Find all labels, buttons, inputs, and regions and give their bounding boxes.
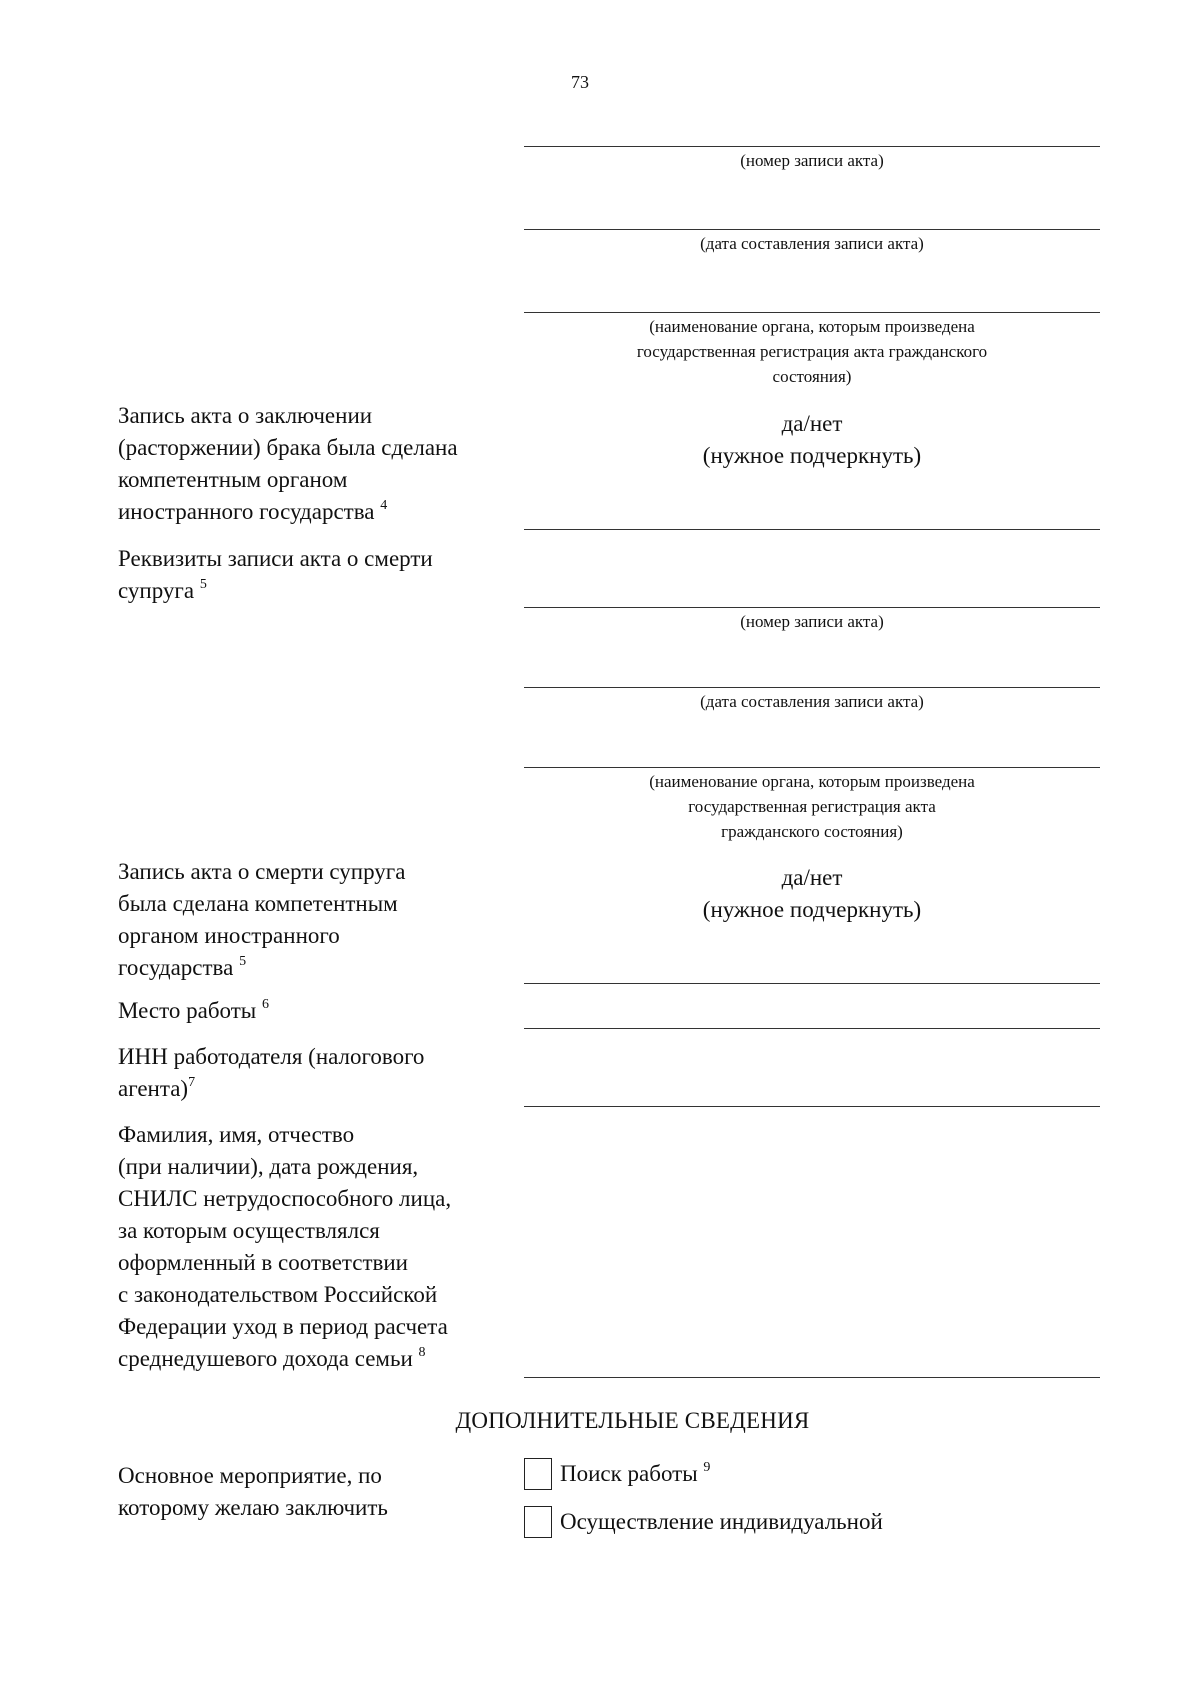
record-number-line[interactable] [524, 146, 1100, 147]
label-line: за которым осуществлялся [118, 1218, 380, 1243]
record-number-caption: (номер записи акта) [740, 151, 884, 170]
label-line: (при наличии), дата рождения, [118, 1154, 419, 1179]
caption-line: (наименование органа, которым произведена [649, 772, 975, 791]
job-search-option [560, 1458, 710, 1494]
death-office-caption [524, 769, 1100, 844]
employer-inn-line[interactable] [524, 1106, 1100, 1107]
entrepreneurship-checkbox[interactable] [524, 1506, 552, 1538]
workplace-label [118, 995, 528, 1031]
workplace-line[interactable] [524, 1028, 1100, 1029]
caption-line: государственная регистрация акта [688, 797, 936, 816]
caption-line: состояния) [772, 367, 852, 386]
caption-line: (наименование органа, которым произведена [649, 317, 975, 336]
label-line: компетентным органом [118, 467, 348, 492]
record-date-line[interactable] [524, 229, 1100, 230]
foreign-death-label [118, 856, 528, 988]
label-line: Фамилия, имя, отчество [118, 1122, 355, 1147]
label-line: Запись акта о смерти супруга [118, 859, 406, 884]
death-number-caption: (номер записи акта) [740, 612, 884, 631]
care-person-label [118, 1119, 528, 1379]
registry-office-caption [524, 314, 1100, 389]
label-line: которому желаю заключить [118, 1495, 388, 1520]
main-activity-label [118, 1460, 528, 1524]
label-line: Место работы [118, 998, 257, 1023]
care-person-line[interactable] [524, 1377, 1100, 1378]
label-line: ИНН работодателя (налогового [118, 1044, 425, 1069]
foreign-marriage-label [118, 400, 528, 532]
label-line: СНИЛС нетрудоспособного лица, [118, 1186, 452, 1211]
registry-office-line[interactable] [524, 312, 1100, 313]
label-line: (расторжении) брака была сделана [118, 435, 458, 460]
footnote-ref: 4 [380, 498, 388, 513]
employer-inn-label [118, 1041, 528, 1109]
label-line: с законодательством Российской [118, 1282, 438, 1307]
entrepreneurship-option [560, 1506, 883, 1538]
underline-hint: (нужное подчеркнуть) [702, 443, 922, 468]
death-record-label [118, 543, 528, 611]
label-line: оформленный в соответствии [118, 1250, 408, 1275]
label-line: среднедушевого дохода семьи [118, 1346, 413, 1371]
label-line: Федерации уход в период расчета [118, 1314, 448, 1339]
yes-no-option[interactable]: да/нет [781, 865, 843, 890]
death-office-line[interactable] [524, 767, 1100, 768]
foreign-marriage-line[interactable] [524, 529, 1100, 530]
footnote-ref: 5 [239, 954, 247, 969]
foreign-death-line[interactable] [524, 983, 1100, 984]
label-line: была сделана компетентным [118, 891, 398, 916]
label-line: Запись акта о заключении [118, 403, 373, 428]
option-label: Поиск работы [560, 1461, 698, 1486]
death-date-line[interactable] [524, 687, 1100, 688]
footnote-ref: 6 [262, 997, 269, 1012]
option-label: Осуществление индивидуальной [560, 1509, 883, 1534]
label-line: государства [118, 955, 234, 980]
caption-line: государственная регистрация акта гражданского [636, 342, 988, 361]
underline-hint: (нужное подчеркнуть) [702, 897, 922, 922]
footnote-ref: 7 [188, 1075, 196, 1090]
record-date-caption: (дата составления записи акта) [700, 234, 924, 253]
label-line: Реквизиты записи акта о смерти [118, 546, 433, 571]
label-line: иностранного государства [118, 499, 375, 524]
yes-no-option[interactable]: да/нет [781, 411, 843, 436]
label-line: агента) [118, 1076, 189, 1101]
footnote-ref: 9 [703, 1460, 711, 1475]
footnote-ref: 5 [199, 577, 207, 592]
footnote-ref: 8 [418, 1345, 426, 1360]
job-search-checkbox[interactable] [524, 1458, 552, 1490]
death-number-line[interactable] [524, 607, 1100, 608]
label-line: супруга [118, 578, 195, 603]
caption-line: гражданского состояния) [721, 822, 903, 841]
page-number: 73 [571, 72, 589, 92]
section-title: ДОПОЛНИТЕЛЬНЫЕ СВЕДЕНИЯ [455, 1408, 810, 1433]
foreign-death-answer [524, 862, 1100, 926]
label-line: органом иностранного [118, 923, 340, 948]
label-line: Основное мероприятие, по [118, 1463, 382, 1488]
death-date-caption: (дата составления записи акта) [700, 692, 924, 711]
foreign-marriage-answer [524, 408, 1100, 472]
